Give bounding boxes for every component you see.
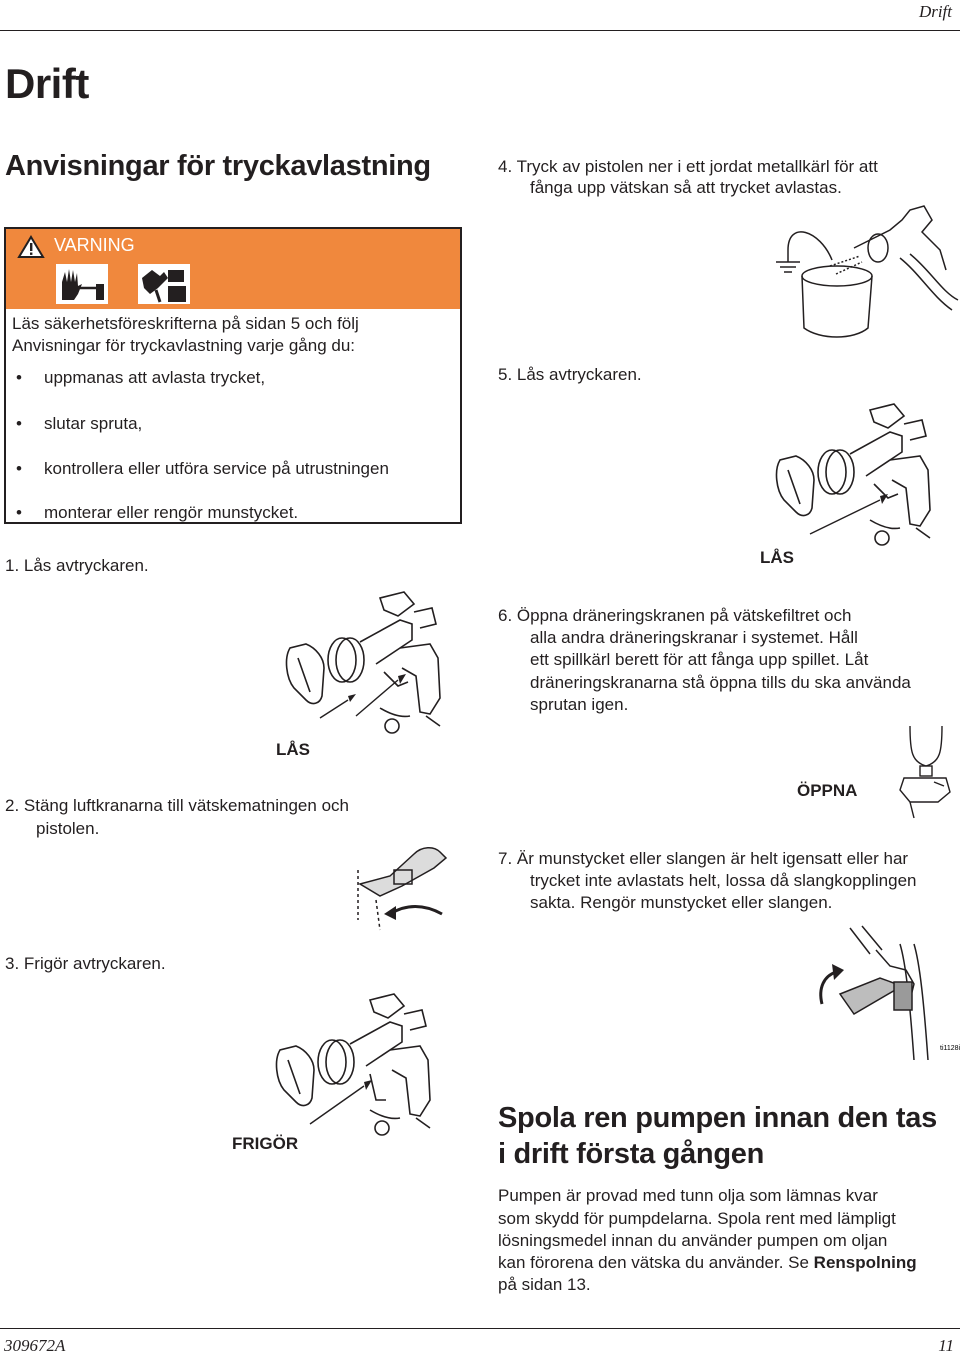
air-valve-close-illustration — [350, 840, 460, 930]
step-6-line1: 6. Öppna dräneringskranen på vätskefiltret och — [498, 606, 852, 625]
footer-rule — [0, 1328, 960, 1329]
header-rule — [0, 30, 960, 31]
step-6-line2: alla andra dräneringskranar i systemet. Håll — [530, 628, 858, 647]
step-4-line2: fånga upp vätskan så att trycket avlastas. — [530, 178, 842, 197]
warning-triangle-icon — [18, 235, 44, 259]
step-4-line1: 4. Tryck av pistolen ner i ett jordat metallkärl för att — [498, 157, 878, 176]
step-3: 3. Frigör avtryckaren. — [5, 954, 166, 973]
bullet-dot: • — [16, 503, 22, 522]
step-7-line1: 7. Är munstycket eller slangen är helt igensatt eller har — [498, 849, 909, 868]
moving-parts-hazard-icon — [138, 264, 190, 304]
running-header: Drift — [918, 2, 952, 21]
section-heading-flush — [498, 1100, 958, 1172]
page-number: 11 — [938, 1336, 954, 1355]
section-heading-flush-line1: Spola ren pumpen innan den tas — [498, 1102, 937, 1134]
bullet-dot: • — [16, 459, 22, 478]
step-6-line5: sprutan igen. — [530, 695, 629, 714]
step-2-line2: pistolen. — [36, 819, 100, 838]
step-7-line3: sakta. Rengör munstycket eller slangen. — [530, 893, 833, 912]
step-2-line1: 2. Stäng luftkranarna till vätskematningen och — [5, 796, 349, 815]
spray-gun-release-illustration — [270, 990, 450, 1140]
open-label: ÖPPNA — [797, 781, 858, 800]
drain-valve-illustration — [890, 722, 958, 822]
step-5: 5. Lås avtryckaren. — [498, 365, 642, 384]
step-7-line2: trycket inte avlastats helt, lossa då slangkopplingen — [530, 871, 917, 890]
lock-label-left: LÅS — [276, 740, 310, 759]
warning-title: VARNING — [54, 235, 135, 255]
flush-para-line4-text: kan förorena den vätska du använder. Se — [498, 1253, 814, 1272]
skin-injection-hazard-icon — [56, 264, 108, 304]
page-title: Drift — [5, 60, 89, 107]
step-6-line4: dräneringskranarna stå öppna tills du ska använda — [530, 673, 911, 692]
spray-gun-lock-illustration — [280, 588, 460, 738]
flush-para-line3: lösningsmedel innan du använder pumpen om oljan — [498, 1231, 888, 1250]
section-heading-pressure-relief: Anvisningar för tryckavlastning — [5, 150, 431, 182]
figure-code: ti1128i — [940, 1045, 960, 1052]
spray-gun-lock-illustration-2 — [770, 400, 950, 550]
flush-para-line5: på sidan 13. — [498, 1275, 591, 1294]
warning-bullet-3: kontrollera eller utföra service på utrustningen — [44, 459, 389, 478]
warning-band — [6, 229, 460, 309]
warning-box — [4, 227, 462, 524]
warning-intro-line2: Anvisningar för tryckavlastning varje gång du: — [12, 336, 356, 355]
release-label: FRIGÖR — [232, 1134, 299, 1153]
grounded-pail-illustration — [770, 200, 960, 340]
hose-coupling-wrench-illustration — [810, 924, 958, 1060]
flush-para-line1: Pumpen är provad med tunn olja som lämnas kvar — [498, 1186, 878, 1205]
warning-bullet-2: slutar spruta, — [44, 414, 143, 433]
flush-para-line2: som skydd för pumpdelarna. Spola rent med lämpligt — [498, 1209, 896, 1228]
flush-para-line4 — [498, 1252, 917, 1275]
document-number: 309672A — [4, 1336, 66, 1355]
section-heading-flush-line2: i drift första gången — [498, 1138, 764, 1170]
flushing-reference-link[interactable]: Renspolning — [813, 1253, 917, 1272]
bullet-dot: • — [16, 414, 22, 433]
step-1: 1. Lås avtryckaren. — [5, 556, 149, 575]
lock-label-right: LÅS — [760, 548, 794, 567]
step-6-line3: ett spillkärl berett för att fånga upp spillet. Låt — [530, 650, 869, 669]
warning-bullet-1: uppmanas att avlasta trycket, — [44, 368, 266, 387]
bullet-dot: • — [16, 368, 22, 387]
warning-bullet-4: monterar eller rengör munstycket. — [44, 503, 299, 522]
warning-intro-line1: Läs säkerhetsföreskrifterna på sidan 5 och följ — [12, 314, 359, 333]
